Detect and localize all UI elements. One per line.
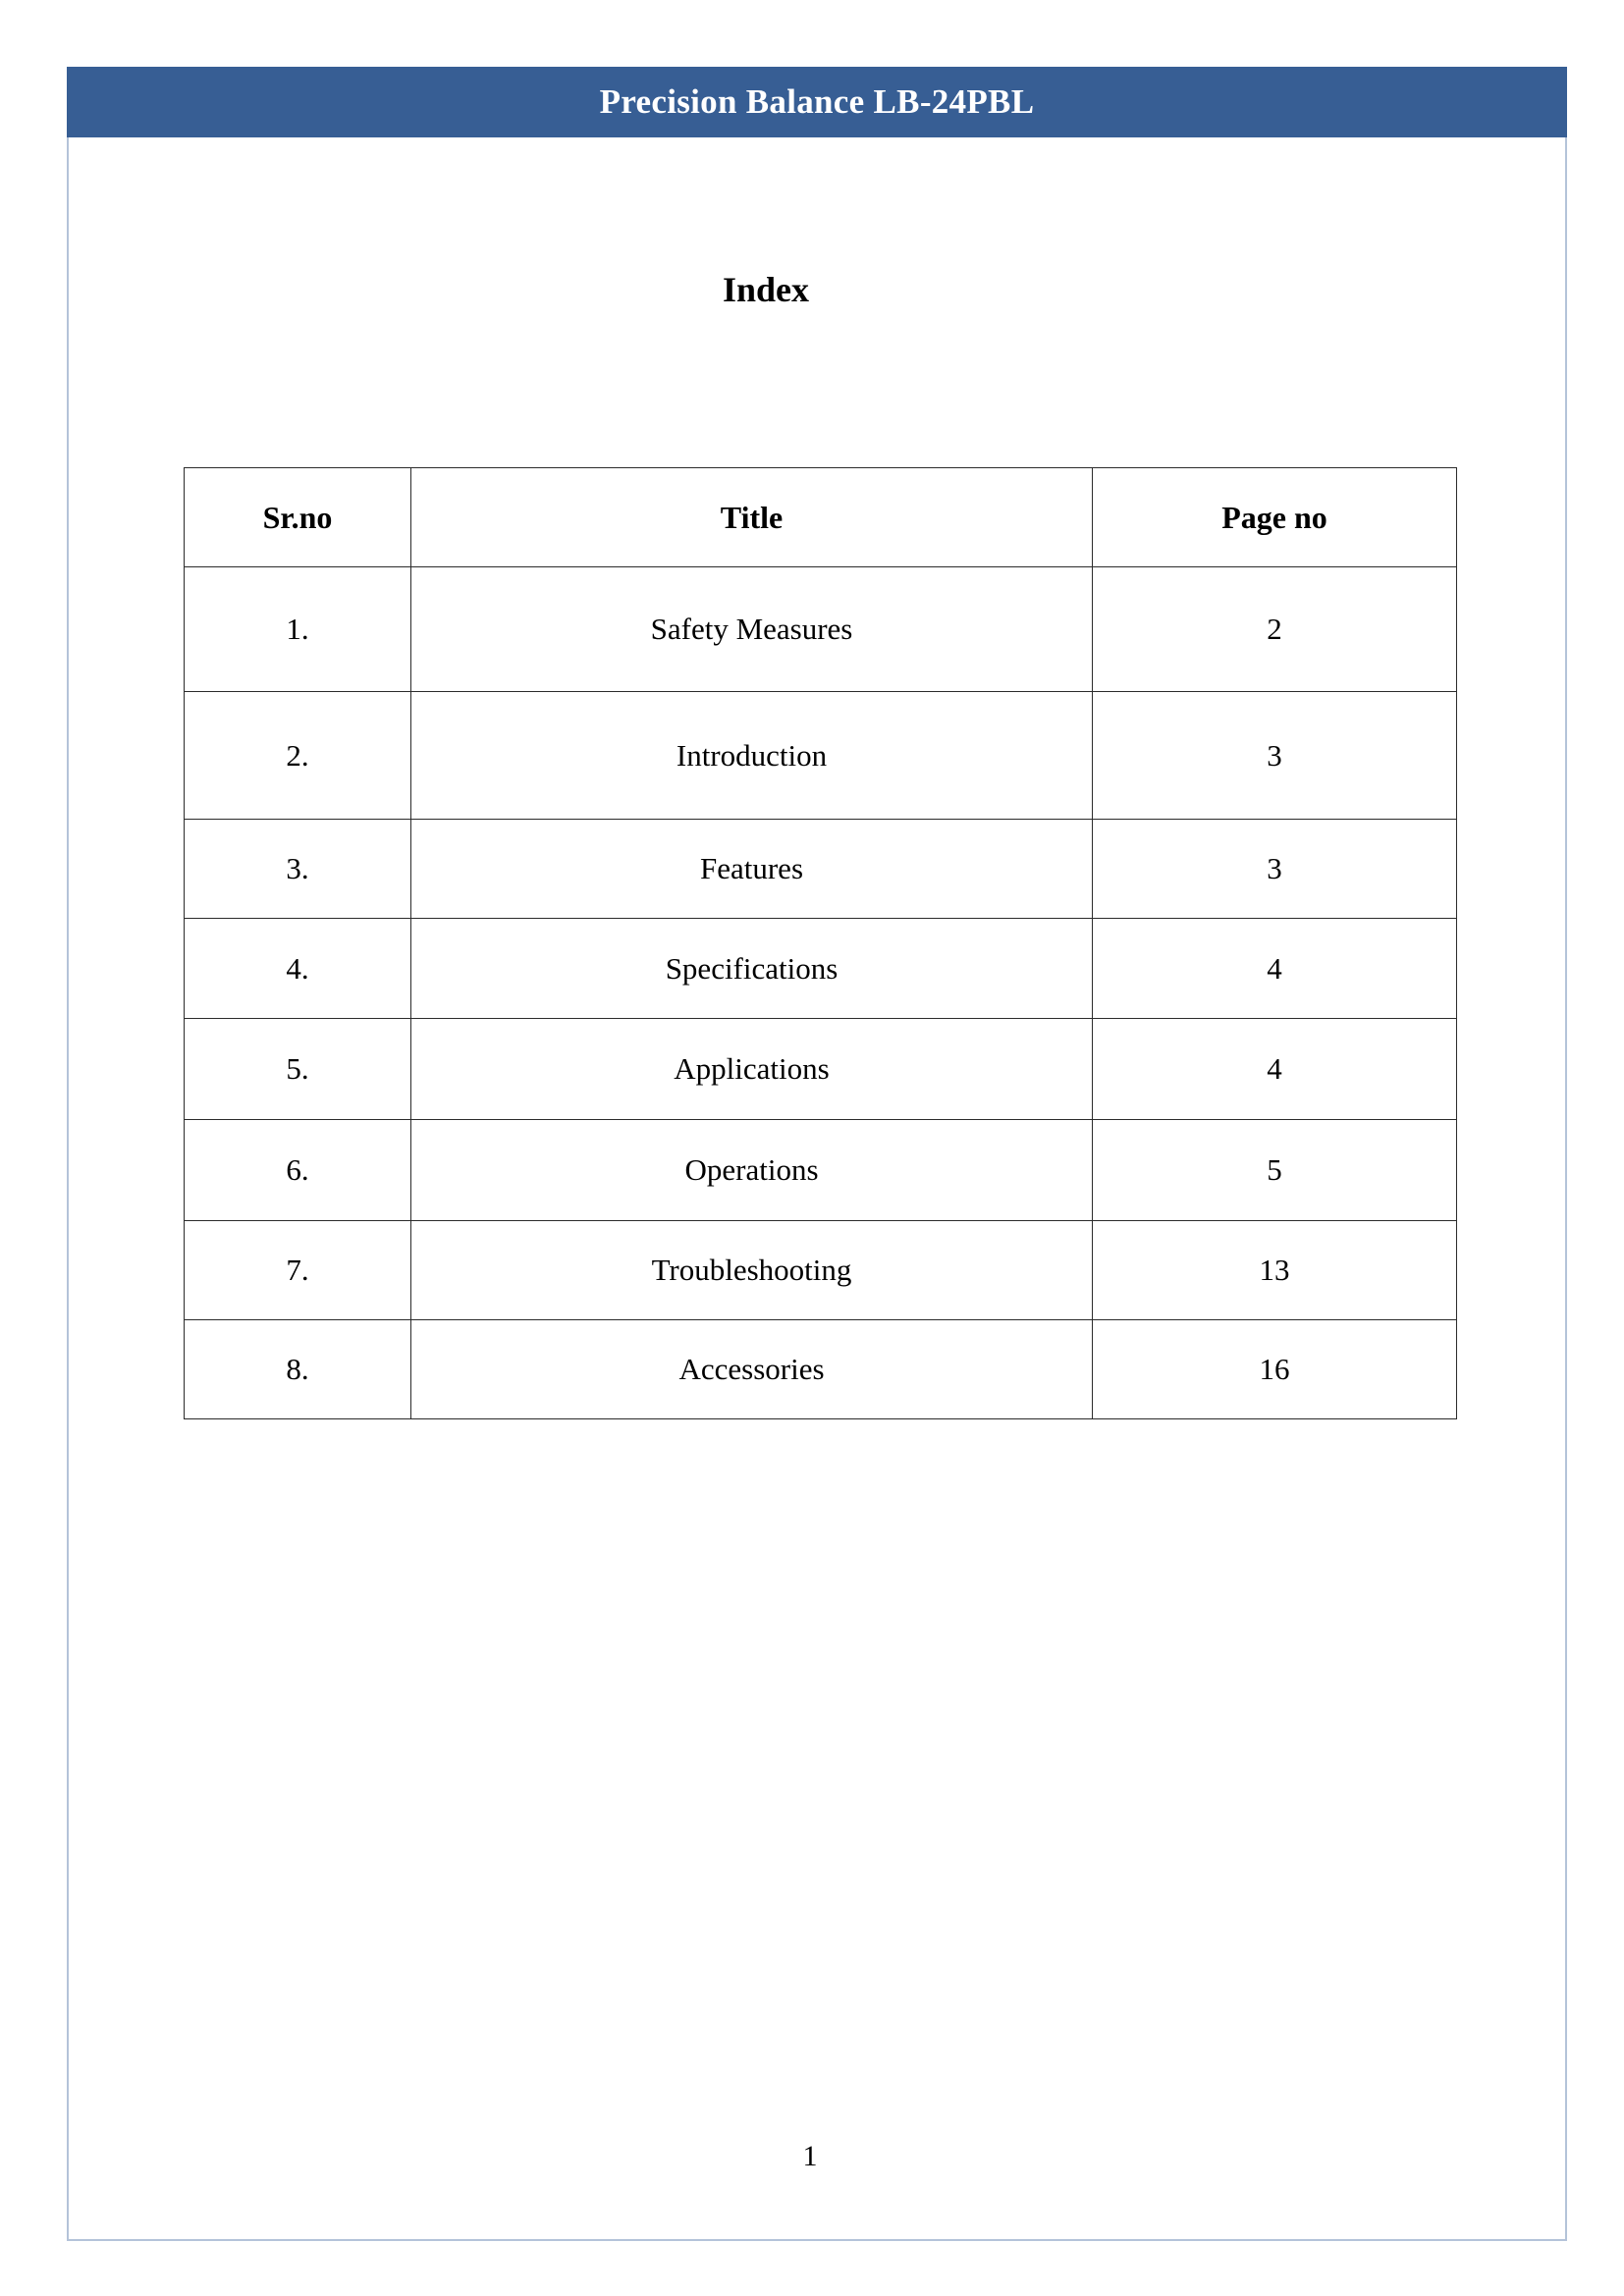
column-header-title: Title: [411, 468, 1093, 567]
header-bar: [67, 67, 1567, 137]
row-title: Specifications: [411, 919, 1093, 1019]
table-row: [185, 1120, 1457, 1221]
row-sr-no: 8.: [185, 1320, 411, 1419]
table-row: [185, 1320, 1457, 1419]
row-sr-no: 5.: [185, 1019, 411, 1120]
table-row: [185, 1221, 1457, 1320]
table-row: [185, 820, 1457, 919]
column-header-sr-no: Sr.no: [185, 468, 411, 567]
table-row: [185, 919, 1457, 1019]
row-sr-no: 3.: [185, 820, 411, 919]
row-sr-no: 2.: [185, 692, 411, 820]
table-row: [185, 692, 1457, 820]
column-header-page-no: Page no: [1093, 468, 1457, 567]
page-number: 1: [802, 2140, 818, 2172]
row-page-no: 2: [1093, 567, 1457, 692]
row-page-no: 16: [1093, 1320, 1457, 1419]
row-page-no: 3: [1093, 692, 1457, 820]
index-heading: Index: [722, 270, 810, 309]
table-header-row: [185, 468, 1457, 567]
index-table: [184, 467, 1457, 1419]
row-page-no: 5: [1093, 1120, 1457, 1221]
document-title: Precision Balance LB-24PBL: [599, 82, 1035, 121]
row-page-no: 4: [1093, 1019, 1457, 1120]
table-row: [185, 567, 1457, 692]
row-sr-no: 1.: [185, 567, 411, 692]
row-title: Troubleshooting: [411, 1221, 1093, 1320]
row-title: Operations: [411, 1120, 1093, 1221]
row-title: Safety Measures: [411, 567, 1093, 692]
row-title: Accessories: [411, 1320, 1093, 1419]
row-title: Applications: [411, 1019, 1093, 1120]
row-sr-no: 4.: [185, 919, 411, 1019]
table-row: [185, 1019, 1457, 1120]
row-page-no: 13: [1093, 1221, 1457, 1320]
row-sr-no: 6.: [185, 1120, 411, 1221]
row-sr-no: 7.: [185, 1221, 411, 1320]
row-page-no: 4: [1093, 919, 1457, 1019]
row-title: Features: [411, 820, 1093, 919]
row-title: Introduction: [411, 692, 1093, 820]
row-page-no: 3: [1093, 820, 1457, 919]
